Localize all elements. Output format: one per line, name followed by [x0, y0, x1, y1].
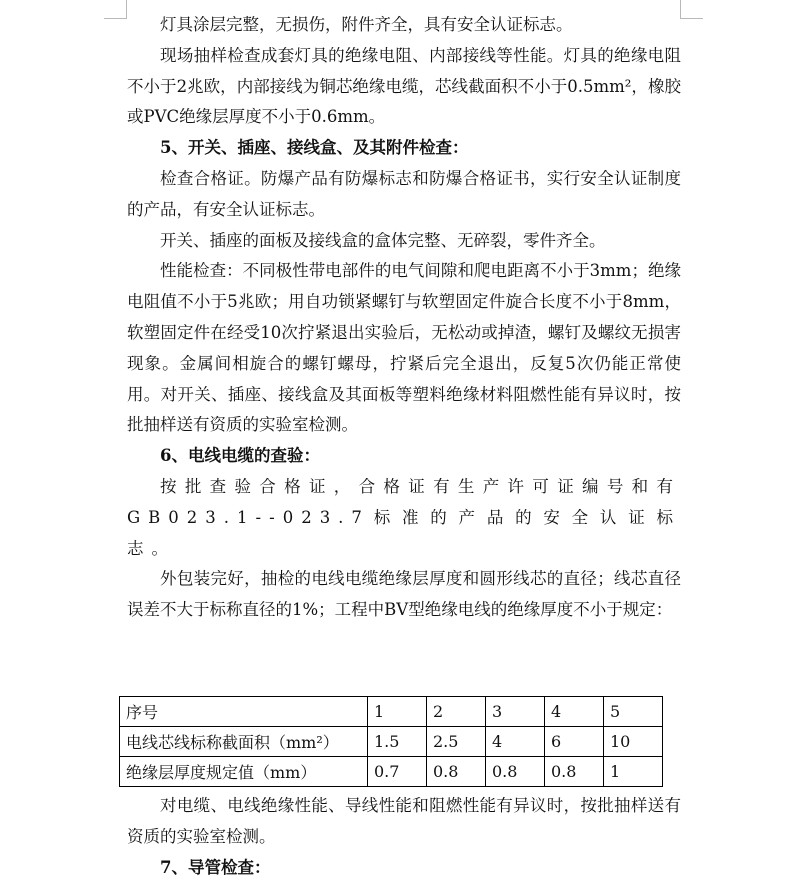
heading-wire-cable-check: 6、电线电缆的查验： [160, 446, 320, 466]
paragraph-lamp-coating: 灯具涂层完整，无损伤，附件齐全，具有安全认证标志。 [160, 15, 573, 34]
table-cell: 6 [545, 727, 604, 757]
table-cell: 2 [427, 697, 486, 727]
table-row [120, 697, 663, 727]
table-cell: 0.8 [486, 757, 545, 787]
table-cell: 5 [604, 697, 663, 727]
crop-mark-right-horizontal [680, 18, 703, 19]
document-body-after-table [127, 791, 681, 883]
paragraph-performance-check: 性能检查：不同极性带电部件的电气间隙和爬电距离不小于3mm；绝缘电阻值不小于5兆欧；用自功锁紧螺钉与软塑固定件旋合长度不小于8mm，软塑固定件在经受10次拧紧退出实验后，无松动或掉渣，螺钉及螺纹无损害现象。金属间相旋合的螺钉螺母，拧紧后完全退出，反复5次仍能正常使用。对开关、插座、接线盒及其面板等塑料绝缘材料阻燃性能有异议时，按批抽样送有资质的实验室检测。 [127, 261, 681, 435]
document-body [127, 0, 681, 626]
table-cell: 4 [486, 727, 545, 757]
table-cell: 3 [486, 697, 545, 727]
table-cell: 10 [604, 727, 663, 757]
table-cell: 1 [368, 697, 427, 727]
table-cell: 4 [545, 697, 604, 727]
paragraph-batch-certificate: 按批查验合格证，合格证有生产许可证编号和有GB023.1--023.7标准的产品的安全认证标志。 [127, 476, 681, 558]
table-cell: 1 [604, 757, 663, 787]
heading-conduit-check: 7、导管检查： [160, 857, 271, 877]
heading-switch-socket-check: 5、开关、插座、接线盒、及其附件检查： [160, 138, 469, 158]
paragraph-lamp-sampling: 现场抽样检查成套灯具的绝缘电阻、内部接线等性能。灯具的绝缘电阻不小于2兆欧，内部接线为铜芯绝缘电缆，芯线截面积不小于0.5mm²，橡胶或PVC绝缘层厚度不小于0.6mm。 [127, 45, 681, 127]
table-cell: 0.8 [427, 757, 486, 787]
table-cell: 0.8 [545, 757, 604, 787]
paragraph-panel-check: 开关、插座的面板及接线盒的盒体完整、无碎裂，零件齐全。 [160, 230, 606, 250]
table-cell: 0.7 [368, 757, 427, 787]
table-cell: 2.5 [427, 727, 486, 757]
table-cell: 1.5 [368, 727, 427, 757]
paragraph-insulation-dispute: 对电缆、电线绝缘性能、导线性能和阻燃性能有异议时，按批抽样送有资质的实验室检测。 [127, 796, 681, 846]
table-cell: 电线芯线标称截面积（mm²） [120, 727, 368, 757]
crop-mark-left-horizontal [104, 18, 127, 19]
table-row [120, 757, 663, 787]
table-cell: 序号 [120, 697, 368, 727]
table-cell: 绝缘层厚度规定值（mm） [120, 757, 368, 787]
paragraph-certificate-check: 检查合格证。防爆产品有防爆标志和防爆合格证书，实行安全认证制度的产品，有安全认证标志。 [127, 168, 681, 219]
insulation-thickness-table [119, 696, 663, 787]
paragraph-packaging-check: 外包装完好，抽检的电线电缆绝缘层厚度和圆形线芯的直径；线芯直径误差不大于标称直径的1%；工程中BV型绝缘电线的绝缘厚度不小于规定： [127, 569, 681, 620]
table-row [120, 727, 663, 757]
